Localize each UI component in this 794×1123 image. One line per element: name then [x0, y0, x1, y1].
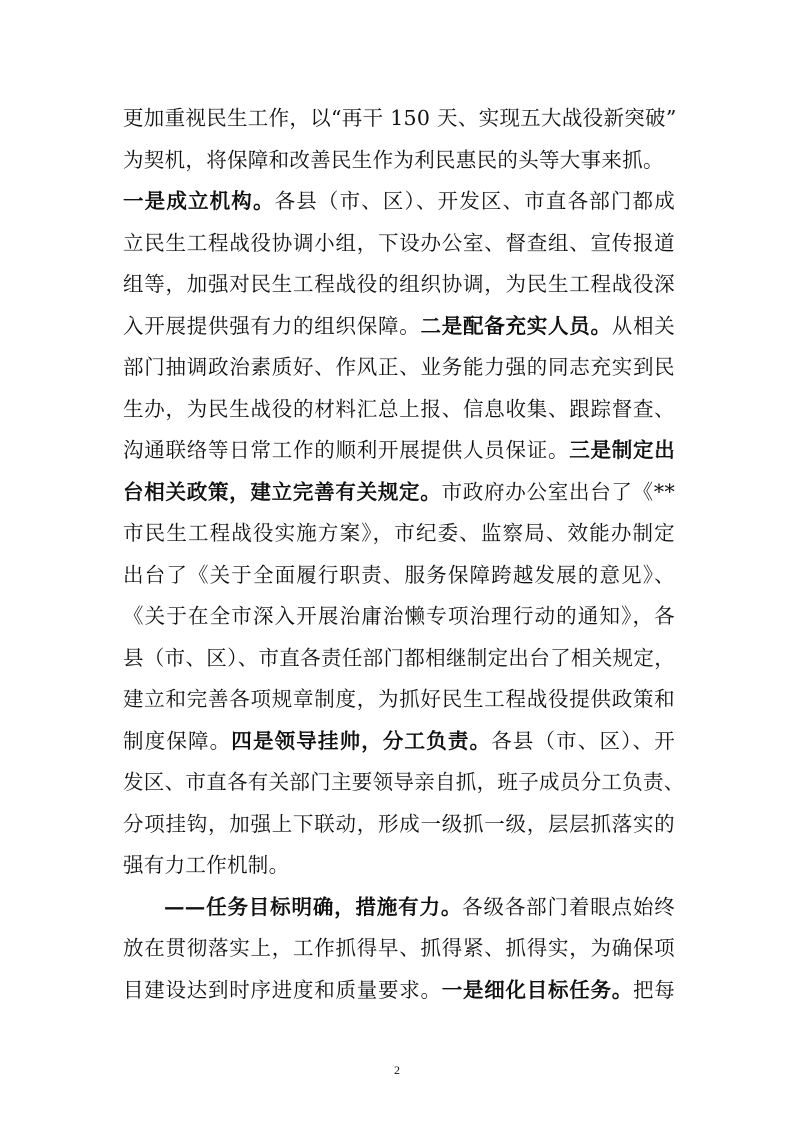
text-line — [123, 762, 685, 804]
text-span: 沟通联络等日常工作的顺利开展提供人员保证。 — [123, 438, 570, 462]
body-text — [123, 98, 685, 1011]
text-line — [123, 679, 675, 721]
text-span: 目建设达到时序进度和质量要求。 — [123, 977, 442, 1002]
text-span: 生办，为民生战役的材料汇总上报、信息收集、跟踪督查、 — [123, 396, 675, 421]
text-line — [123, 389, 675, 431]
text-span: 更加重视民生工作，以“再干 150 天、实现五大战役新突破” — [123, 106, 677, 130]
text-span: 放在贯彻落实上，工作抓得早、抓得紧、抓得实，为确保项 — [123, 936, 675, 960]
text-line — [123, 472, 675, 514]
bold-heading-span: 一是成立机构。 — [123, 189, 275, 213]
text-line — [123, 223, 675, 265]
text-span: 把每 — [632, 977, 676, 1002]
text-span: 市民生工程战役实施方案》，市纪委、监察局、效能办制定 — [123, 521, 675, 545]
text-span: 入开展提供强有力的组织保障。 — [123, 313, 421, 338]
text-line — [123, 721, 675, 763]
bold-heading-span: 三是制定出 — [569, 438, 675, 462]
text-line — [123, 887, 675, 929]
text-line — [123, 928, 675, 970]
bold-heading-span: ——任务目标明确，措施有力。 — [164, 894, 463, 919]
text-span: 从相关 — [611, 313, 675, 338]
text-line — [123, 638, 675, 680]
text-line — [123, 513, 675, 555]
bold-heading-span: 台相关政策，建立完善有关规定。 — [123, 479, 442, 504]
text-span: 分项挂钩，加强上下联动，形成一级抓一级，层层抓落实的 — [123, 811, 675, 836]
text-line — [123, 181, 675, 223]
text-span: 各县（市、区）、开发区、市直各部门都成 — [274, 189, 675, 213]
text-span: 各县（市、区）、开 — [491, 728, 675, 753]
text-span: 强有力工作机制。 — [123, 853, 290, 877]
text-line — [123, 264, 675, 306]
text-line — [123, 98, 675, 140]
text-span: 出台了《关于全面履行职责、服务保障跨越发展的意见》、 — [123, 562, 675, 587]
bold-heading-span: 一是细化目标任务。 — [441, 977, 633, 1002]
text-line — [123, 845, 675, 887]
text-span: 县（市、区）、市直各责任部门都相继制定出台了相关规定， — [123, 645, 675, 670]
text-span: 市政府办公室出台了《** — [441, 479, 676, 504]
text-span: 各级各部门着眼点始终 — [462, 894, 675, 919]
text-line — [123, 347, 675, 389]
text-line — [123, 804, 675, 846]
text-span: 立民生工程战役协调小组，下设办公室、督查组、宣传报道 — [123, 230, 675, 255]
text-span: 为契机，将保障和改善民生作为利民惠民的头等大事来抓。 — [123, 147, 664, 172]
text-line — [123, 140, 675, 182]
text-span: 制度保障。 — [123, 728, 232, 753]
text-line — [123, 430, 675, 472]
text-line — [123, 306, 675, 348]
text-line — [123, 596, 675, 638]
bold-heading-span: 二是配备充实人员。 — [420, 313, 612, 338]
page-number: 2 — [394, 1063, 400, 1077]
text-line — [123, 555, 675, 597]
text-span: 发区、市直各有关部门主要领导亲自抓，班子成员分工负责、 — [123, 770, 685, 794]
bold-heading-span: 四是领导挂帅，分工负责。 — [231, 728, 492, 753]
text-span: 建立和完善各项规章制度，为抓好民生工程战役提供政策和 — [123, 687, 675, 711]
text-line — [123, 970, 675, 1012]
text-span: 部门抽调政治素质好、作风正、业务能力强的同志充实到民 — [123, 355, 675, 379]
text-span: 组等，加强对民生工程战役的组织协调，为民生工程战役深 — [123, 272, 675, 296]
text-span: 《关于在全市深入开展治庸治懒专项治理行动的通知》，各 — [123, 604, 675, 628]
